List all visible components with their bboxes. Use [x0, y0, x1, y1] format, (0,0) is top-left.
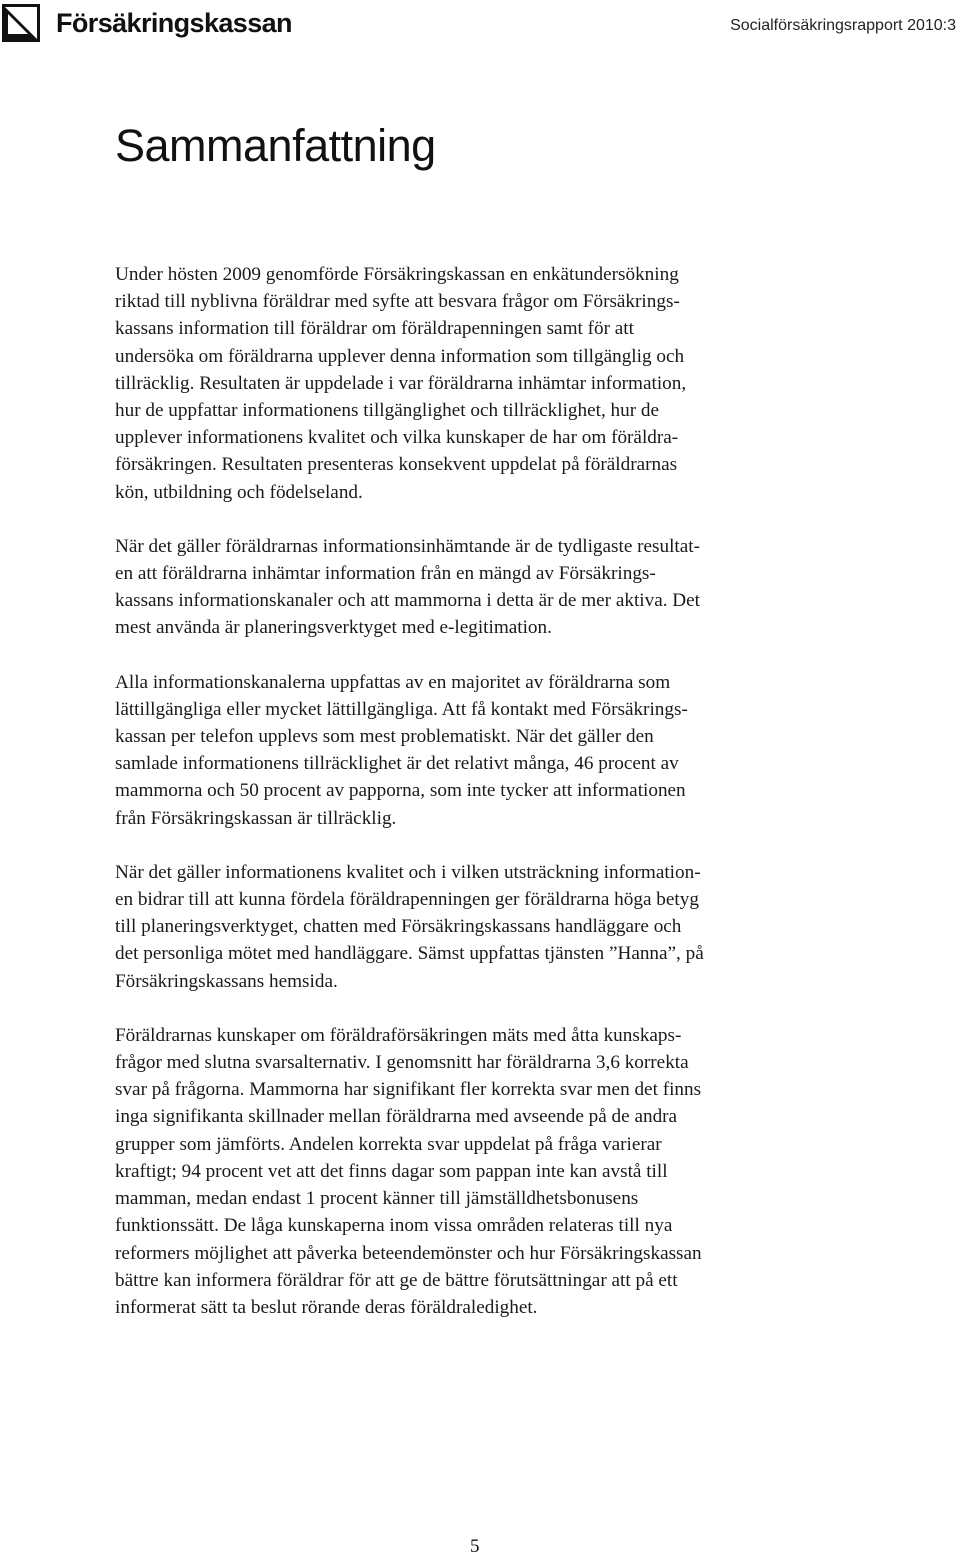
page-header [0, 0, 960, 60]
text-line: informerat sätt ta beslut rörande deras föräldraledighet. [115, 1296, 538, 1318]
report-label: Socialförsäkringsrapport 2010:3 [730, 17, 956, 34]
text-line: kassans information till föräldrar om föräldrapenningen samt för att [115, 318, 634, 340]
text-line: bättre kan informera föräldrar för att ge de bättre förutsättningar att på ett [115, 1269, 678, 1291]
text-line: riktad till nyblivna föräldrar med syfte att besvara frågor om Försäkrings- [115, 291, 680, 313]
text-line: lättillgängliga eller mycket lättillgängliga. Att få kontakt med Försäkrings- [115, 698, 688, 720]
text-line: hur de uppfattar informationens tillgänglighet och tillräcklighet, hur de [115, 400, 660, 422]
text-line: det personliga mötet med handläggare. Sämst uppfattas tjänsten ”Hanna”, på [115, 943, 704, 965]
text-line: en bidrar till att kunna fördela föräldrapenningen ger föräldrarna höga betyg [115, 889, 699, 911]
paragraph-5 [115, 1022, 855, 1321]
text-line: kön, utbildning och födelseland. [115, 481, 363, 503]
logo [2, 4, 292, 42]
text-line: mamman, medan endast 1 procent känner till jämställdhetsbonusens [115, 1188, 639, 1210]
page-title: Sammanfattning [115, 120, 436, 171]
text-line: en att föräldrarna inhämtar information från en mängd av Försäkrings- [115, 563, 656, 585]
text-line: svar på frågorna. Mammorna har signifikant fler korrekta svar men det finns [115, 1079, 702, 1101]
text-line: mammorna och 50 procent av papporna, som inte tycker att informationen [115, 780, 686, 802]
text-line: Under hösten 2009 genomförde Försäkringskassan en enkätundersökning [115, 264, 679, 285]
text-line: Alla informationskanalerna uppfattas av en majoritet av föräldrarna som [115, 671, 671, 693]
text-line: inga signifikanta skillnader mellan föräldrarna med avseende på de andra [115, 1106, 678, 1128]
text-line: Föräldrarnas kunskaper om föräldraförsäkringen mäts med åtta kunskaps- [115, 1024, 682, 1046]
page-number: 5 [470, 1536, 480, 1557]
text-line: undersöka om föräldrarna upplever denna information som tillgänglig och [115, 345, 685, 367]
text-line: till planeringsverktyget, chatten med Försäkringskassans handläggare och [115, 916, 682, 938]
text-line: upplever informationens kvalitet och vilka kunskaper de har om föräldra- [115, 427, 679, 449]
text-line: tillräcklig. Resultaten är uppdelade i var föräldrarna inhämtar information, [115, 372, 687, 394]
text-line: reformers möjlighet att påverka beteendemönster och hur Försäkringskassan [115, 1242, 702, 1264]
text-line: mest använda är planeringsverktyget med e-legitimation. [115, 617, 552, 639]
text-line: kraftigt; 94 procent vet att det finns dagar som pappan inte kan avstå till [115, 1160, 668, 1182]
text-line: Försäkringskassans hemsida. [115, 970, 338, 992]
logo-text: Försäkringskassan [56, 8, 292, 38]
text-line: från Försäkringskassan är tillräcklig. [115, 807, 397, 829]
paragraph-3 [115, 669, 855, 832]
text-line: kassans informationskanaler och att mammorna i detta är de mer aktiva. Det [115, 590, 701, 612]
text-line: frågor med slutna svarsalternativ. I genomsnitt har föräldrarna 3,6 korrekta [115, 1052, 689, 1074]
text-line: När det gäller informationens kvalitet och i vilken utsträckning information- [115, 861, 701, 883]
fk-logo-icon [2, 4, 40, 42]
text-line: kassan per telefon upplevs som mest problematiskt. När det gäller den [115, 726, 654, 748]
text-line: funktionssätt. De låga kunskaperna inom vissa områden relateras till nya [115, 1215, 673, 1237]
text-line: samlade informationens tillräcklighet är det relativt många, 46 procent av [115, 753, 679, 775]
paragraph-4 [115, 859, 855, 995]
text-line: försäkringen. Resultaten presenteras konsekvent uppdelat på föräldrarnas [115, 454, 678, 476]
text-line: När det gäller föräldrarnas informationsinhämtande är de tydligaste resultat- [115, 535, 700, 557]
paragraph-2 [115, 533, 855, 642]
text-line: grupper som jämförts. Andelen korrekta svar uppdelat på fråga varierar [115, 1133, 662, 1155]
paragraph-1 [115, 261, 855, 506]
summary-body [115, 261, 855, 1348]
